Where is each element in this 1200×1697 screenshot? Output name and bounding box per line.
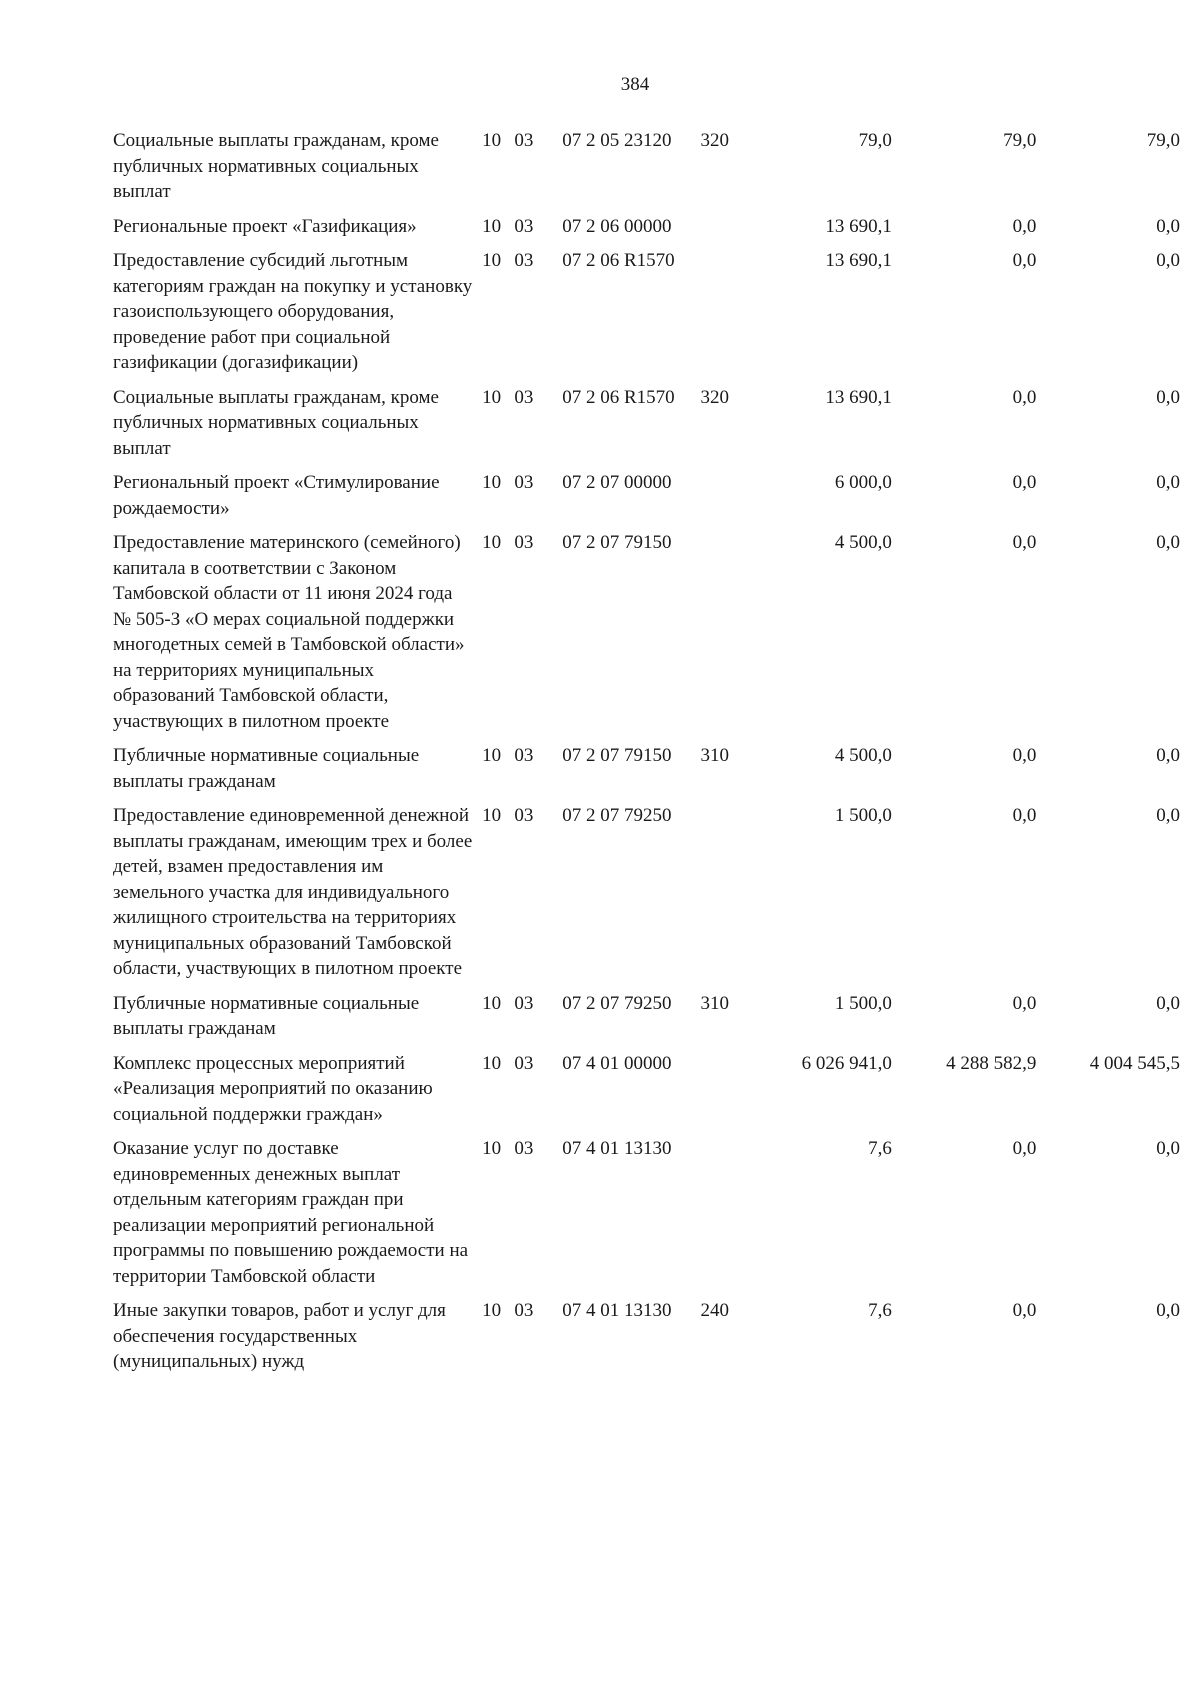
amount-year-3: 0,0 — [1156, 1300, 1180, 1321]
target-article-code: 07 2 05 23120 — [562, 130, 672, 151]
expense-type-code — [701, 248, 755, 385]
amount-year-2: 0,0 — [1012, 250, 1037, 271]
amount-year-2: 0,0 — [1012, 992, 1037, 1014]
amount-year-3: 0,0 — [1156, 215, 1180, 237]
amount-year-1: 6 000,0 — [834, 472, 892, 493]
table-row — [113, 1051, 1180, 1137]
expense-type-code: 310 — [700, 992, 730, 1014]
amount-year-1: 4 500,0 — [834, 532, 892, 553]
target-article-code: 07 2 07 79250 — [562, 805, 672, 826]
expense-type-code — [701, 1136, 755, 1298]
section-code: 10 — [482, 250, 502, 271]
target-article-code: 07 2 07 79150 — [562, 745, 672, 766]
expense-type-code — [701, 1051, 755, 1137]
amount-year-2: 0,0 — [1012, 745, 1037, 766]
subsection-code: 03 — [514, 215, 534, 237]
amount-year-3: 0,0 — [1156, 386, 1180, 408]
target-article-code: 07 2 07 00000 — [562, 472, 672, 493]
section-code: 10 — [482, 805, 502, 826]
subsection-code: 03 — [514, 130, 534, 151]
amount-year-1: 13 690,1 — [825, 250, 892, 271]
amount-year-3: 0,0 — [1156, 805, 1180, 826]
table-row — [113, 385, 1180, 471]
amount-year-3: 0,0 — [1156, 1138, 1180, 1159]
amount-year-1: 4 500,0 — [834, 745, 892, 766]
target-article-code: 07 2 06 00000 — [562, 215, 672, 237]
target-article-code: 07 4 01 00000 — [562, 1052, 672, 1074]
target-article-code: 07 4 01 13130 — [562, 1138, 672, 1159]
row-name: Социальные выплаты гражданам, кроме публичных нормативных социальных выплат — [113, 130, 439, 202]
amount-year-2: 4 288 582,9 — [946, 1052, 1037, 1074]
section-code: 10 — [482, 472, 502, 493]
section-code: 10 — [482, 215, 502, 237]
expense-type-code — [701, 803, 755, 991]
section-code: 10 — [482, 992, 502, 1014]
subsection-code: 03 — [514, 805, 534, 826]
section-code: 10 — [482, 130, 502, 151]
page-number: 384 — [620, 74, 650, 95]
section-code: 10 — [482, 1300, 502, 1321]
table-row — [113, 1136, 1180, 1298]
table-row — [113, 248, 1180, 385]
amount-year-2: 0,0 — [1012, 215, 1037, 237]
table-row — [113, 1298, 1180, 1384]
amount-year-3: 0,0 — [1156, 532, 1180, 553]
amount-year-3: 79,0 — [1146, 130, 1180, 151]
table-row — [113, 803, 1180, 991]
amount-year-1: 1 500,0 — [834, 992, 892, 1014]
amount-year-1: 13 690,1 — [825, 215, 892, 237]
amount-year-1: 7,6 — [868, 1138, 892, 1159]
target-article-code: 07 4 01 13130 — [562, 1300, 672, 1321]
amount-year-1: 13 690,1 — [825, 386, 892, 408]
section-code: 10 — [482, 386, 502, 408]
row-name: Социальные выплаты гражданам, кроме публичных нормативных социальных выплат — [113, 386, 439, 459]
target-article-code: 07 2 07 79250 — [562, 992, 672, 1014]
table-row — [113, 530, 1180, 743]
row-name: Предоставление субсидий льготным категориям граждан на покупку и установку газоиспользующего оборудования, проведение работ при социальной газификации (догазификации) — [113, 250, 473, 373]
subsection-code: 03 — [514, 992, 534, 1014]
expense-type-code — [701, 470, 755, 530]
section-code: 10 — [482, 1138, 502, 1159]
row-name: Региональные проект «Газификация» — [113, 215, 417, 237]
amount-year-2: 0,0 — [1012, 1138, 1037, 1159]
amount-year-2: 79,0 — [1003, 130, 1037, 151]
amount-year-3: 4 004 545,5 — [1089, 1052, 1180, 1074]
amount-year-3: 0,0 — [1156, 250, 1180, 271]
amount-year-1: 6 026 941,0 — [801, 1052, 892, 1074]
amount-year-3: 0,0 — [1156, 992, 1180, 1014]
subsection-code: 03 — [514, 745, 534, 766]
expense-type-code: 320 — [700, 130, 730, 151]
target-article-code: 07 2 06 R1570 — [562, 386, 675, 408]
subsection-code: 03 — [514, 250, 534, 271]
section-code: 10 — [482, 745, 502, 766]
subsection-code: 03 — [514, 1138, 534, 1159]
expense-type-code — [701, 214, 755, 249]
row-name: Комплекс процессных мероприятий «Реализация мероприятий по оказанию социальной поддержки граждан» — [113, 1052, 433, 1125]
amount-year-3: 0,0 — [1156, 472, 1180, 493]
section-code: 10 — [482, 532, 502, 553]
amount-year-2: 0,0 — [1012, 386, 1037, 408]
subsection-code: 03 — [514, 472, 534, 493]
row-name: Предоставление материнского (семейного) капитала в соответствии с Законом Тамбовской области от 11 июня 2024 года № 505-З «О мерах социальной поддержки многодетных семей в Тамбовской области» на территориях муниципальных образований Тамбовской области, участвующих в пилотном проекте — [113, 532, 465, 732]
amount-year-1: 7,6 — [868, 1300, 892, 1321]
section-code: 10 — [482, 1052, 502, 1074]
amount-year-3: 0,0 — [1156, 745, 1180, 766]
amount-year-1: 1 500,0 — [834, 805, 892, 826]
expense-type-code: 240 — [700, 1300, 730, 1321]
table-row — [113, 128, 1180, 214]
amount-year-2: 0,0 — [1012, 532, 1037, 553]
row-name: Публичные нормативные социальные выплаты гражданам — [113, 745, 420, 792]
table-row — [113, 214, 1180, 249]
table-row — [113, 470, 1180, 530]
table-row — [113, 991, 1180, 1051]
subsection-code: 03 — [514, 1300, 534, 1321]
table-row — [113, 743, 1180, 803]
expense-type-code: 310 — [700, 745, 730, 766]
expense-type-code: 320 — [700, 386, 730, 408]
row-name: Иные закупки товаров, работ и услуг для обеспечения государственных (муниципальных) нужд — [113, 1300, 446, 1372]
target-article-code: 07 2 07 79150 — [562, 532, 672, 553]
expense-type-code — [701, 530, 755, 743]
subsection-code: 03 — [514, 1052, 534, 1074]
subsection-code: 03 — [514, 386, 534, 408]
target-article-code: 07 2 06 R1570 — [562, 250, 675, 271]
amount-year-2: 0,0 — [1012, 472, 1037, 493]
amount-year-2: 0,0 — [1012, 1300, 1037, 1321]
amount-year-2: 0,0 — [1012, 805, 1037, 826]
subsection-code: 03 — [514, 532, 534, 553]
row-name: Региональный проект «Стимулирование рождаемости» — [113, 472, 440, 519]
row-name: Предоставление единовременной денежной выплаты гражданам, имеющим трех и более детей, взамен предоставления им земельного участка для индивидуального жилищного строительства на территориях муниципальных образований Тамбовской области, участвующих в пилотном проекте — [113, 805, 473, 979]
amount-year-1: 79,0 — [858, 130, 892, 151]
budget-table — [113, 128, 1180, 1384]
row-name: Публичные нормативные социальные выплаты гражданам — [113, 992, 420, 1039]
row-name: Оказание услуг по доставке единовременных денежных выплат отдельным категориям граждан при реализации мероприятий региональной программы по повышению рождаемости на территории Тамбовской области — [113, 1138, 469, 1287]
